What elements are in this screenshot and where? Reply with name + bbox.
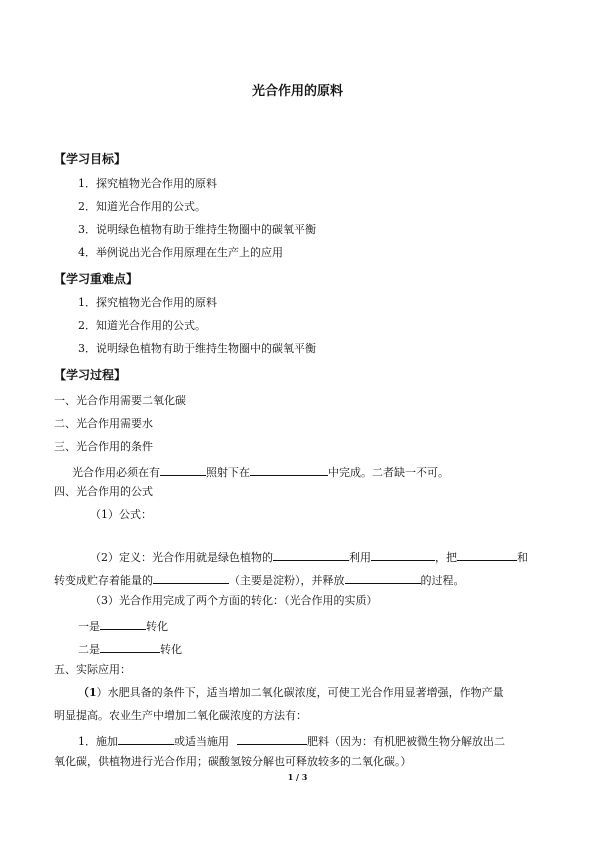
key-point-item: 2．知道光合作用的公式。 — [78, 319, 206, 332]
blank-line[interactable] — [457, 548, 517, 561]
objective-item: 2．知道光合作用的公式。 — [78, 200, 206, 213]
blank-line[interactable] — [273, 548, 349, 561]
objective-item: 4．举例说出光合作用原理在生产上的应用 — [78, 246, 283, 259]
process-heading: 【学习过程】 — [54, 368, 127, 382]
section-title: 五、实际应用： — [54, 663, 131, 676]
section-title: 三、光合作用的条件 — [54, 440, 153, 453]
definition-line-cont: 转变成贮存着能量的 （主要是淀粉），并释放 的过程。 — [54, 571, 465, 588]
application-line-cont: 明显提高。农业生产中增加二氧化碳浓度的方法有： — [54, 709, 307, 722]
method-line-cont: 氧化碳，供植物进行光合作用；碳酸氢铵分解也可释放较多的二氧化碳。） — [54, 755, 412, 768]
key-point-item: 1．探究植物光合作用的原料 — [78, 296, 217, 309]
blank-line[interactable] — [100, 617, 146, 630]
transformation-line: （3）光合作用完成了两个方面的转化：（光合作用的实质） — [90, 594, 378, 607]
blank-line[interactable] — [237, 732, 307, 745]
blank-line[interactable] — [153, 571, 229, 584]
formula-label: （1）公式： — [90, 508, 152, 521]
blank-line[interactable] — [118, 732, 174, 745]
blank-line[interactable] — [345, 571, 421, 584]
definition-line: （2）定义：光合作用就是绿色植物的 利用 ，把 和 — [90, 548, 528, 565]
blank-line[interactable] — [250, 463, 328, 476]
blank-line[interactable] — [371, 548, 435, 561]
transformation-two: 二是 转化 — [78, 640, 182, 657]
section-title: 一、光合作用需要二氧化碳 — [54, 394, 186, 407]
transformation-one: 一是 转化 — [78, 617, 168, 634]
key-point-item: 3．说明绿色植物有助于维持生物圈中的碳氧平衡 — [78, 342, 316, 355]
page-number: 1 / 3 — [287, 772, 308, 782]
objective-item: 1．探究植物光合作用的原料 — [78, 177, 217, 190]
page-title: 光合作用的原料 — [251, 84, 343, 99]
blank-line[interactable] — [100, 640, 160, 653]
key-points-heading: 【学习重难点】 — [54, 272, 139, 286]
application-line: （1）水肥具备的条件下，适当增加二氧化碳浓度，可使工光合作用显著增强，作物产量 — [78, 686, 504, 699]
method-line: 1．施加 或适当施用 肥料（因为：有机肥被微生物分解放出二 — [78, 732, 505, 749]
objective-item: 3．说明绿色植物有助于维持生物圈中的碳氧平衡 — [78, 223, 316, 236]
section-title: 四、光合作用的公式 — [54, 485, 153, 498]
blank-line[interactable] — [160, 463, 206, 476]
condition-line: 光合作用必须在有 照射下在 中完成。二者缺一不可。 — [72, 463, 449, 480]
objectives-heading: 【学习目标】 — [54, 152, 127, 166]
section-title: 二、光合作用需要水 — [54, 417, 153, 430]
